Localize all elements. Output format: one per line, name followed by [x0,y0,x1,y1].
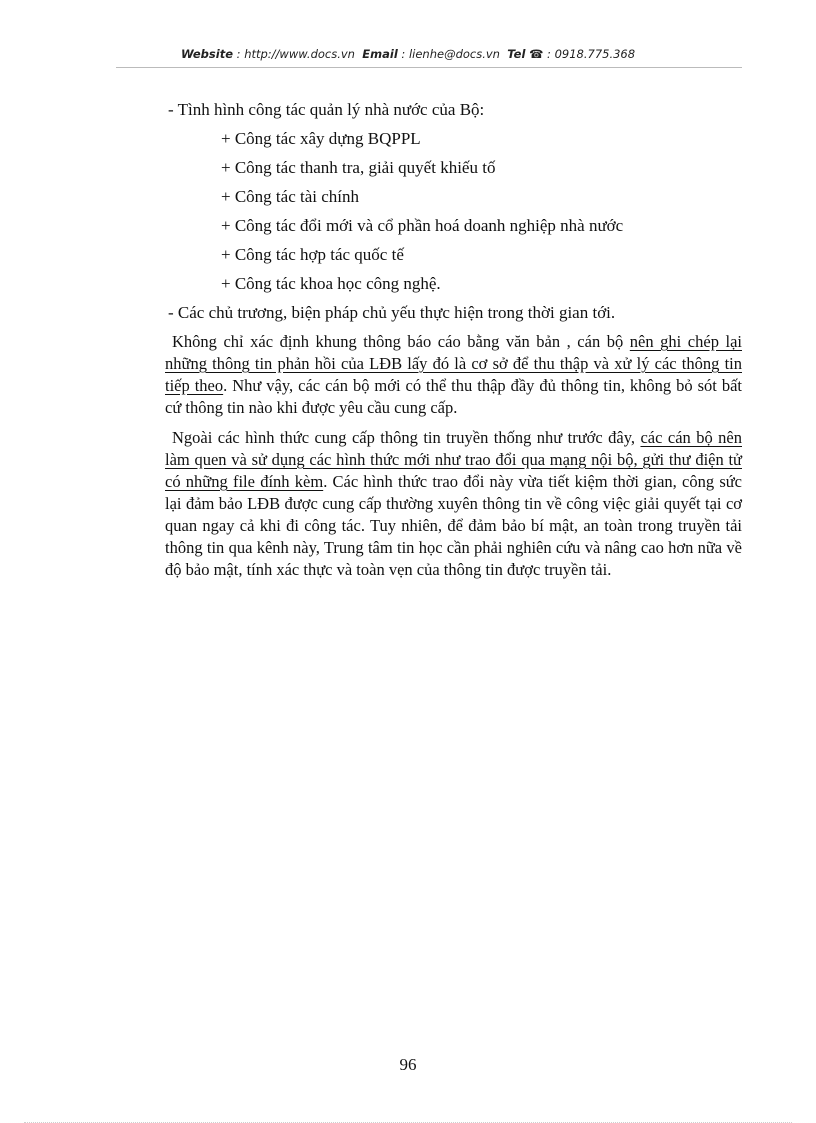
email-value: : lienhe@docs.vn [401,47,500,61]
sub-item-enterprise-reform: + Công tác đổi mới và cổ phần hoá doanh nghiệp nhà nước [221,216,624,235]
bullet-policies: - Các chủ trương, biện pháp chủ yếu thực hiện trong thời gian tới. [168,303,616,322]
paragraph-communication-emphasis: các cán bộ nên làm quen và sử dụng các hình thức mới như trao đổi qua mạng nội bộ, gửi thư điện tử có những file đính kèm [165,428,742,491]
sub-item-inspection: + Công tác thanh tra, giải quyết khiếu tố [221,158,496,177]
bullet-state-management: - Tình hình công tác quản lý nhà nước của Bộ: [168,100,485,119]
paragraph-feedback-intro: Không chỉ xác định khung thông báo cáo bằng văn bản , cán bộ [172,332,630,351]
paragraph-feedback-emphasis: nên ghi chép lại những thông tin phản hồi của LĐB lấy đó là cơ sở để thu thập và xử lý các thông tin tiếp theo [165,332,742,395]
sub-item-legal-docs: + Công tác xây dựng BQPPL [221,129,421,148]
sub-item-finance: + Công tác tài chính [221,187,360,206]
paragraph-communication-intro: Ngoài các hình thức cung cấp thông tin truyền thống như trước đây, [172,428,641,447]
email-label: Email [362,47,398,61]
page-number: 96 [399,1055,417,1074]
paragraph-communication [165,427,742,581]
sub-item-science-technology: + Công tác khoa học công nghệ. [221,274,441,293]
website-url: : http://www.docs.vn [236,47,355,61]
document-body [165,95,742,581]
telephone-icon: ☎ [529,47,544,61]
sub-item-international-cooperation: + Công tác hợp tác quốc tế [221,245,404,264]
paragraph-communication-rest: . Các hình thức trao đổi này vừa tiết kiệm thời gian, công sức lại đảm bảo LĐB được cung cấp thường xuyên thông tin về công việc giải quyết tại cơ quan ngay cả khi đi công tác. Tuy nhiên, để đảm bảo bí mật, an toàn trong truyền tải thông tin qua kênh này, Trung tâm tin học cần phải nghiên cứu và nâng cao hơn nữa về độ bảo mật, tính xác thực và toàn vẹn của thông tin được truyền tải. [165,472,743,579]
paragraph-feedback [165,331,742,419]
paragraph-feedback-rest: . Như vậy, các cán bộ mới có thể thu thập đầy đủ thông tin, không bỏ sót bất cứ thông tin nào khi được yêu cầu cung cấp. [165,376,742,417]
header-divider [116,67,742,68]
tel-label: Tel [507,47,526,61]
tel-value: : 0918.775.368 [547,47,636,61]
page-header [0,47,816,61]
website-label: Website [180,47,234,61]
